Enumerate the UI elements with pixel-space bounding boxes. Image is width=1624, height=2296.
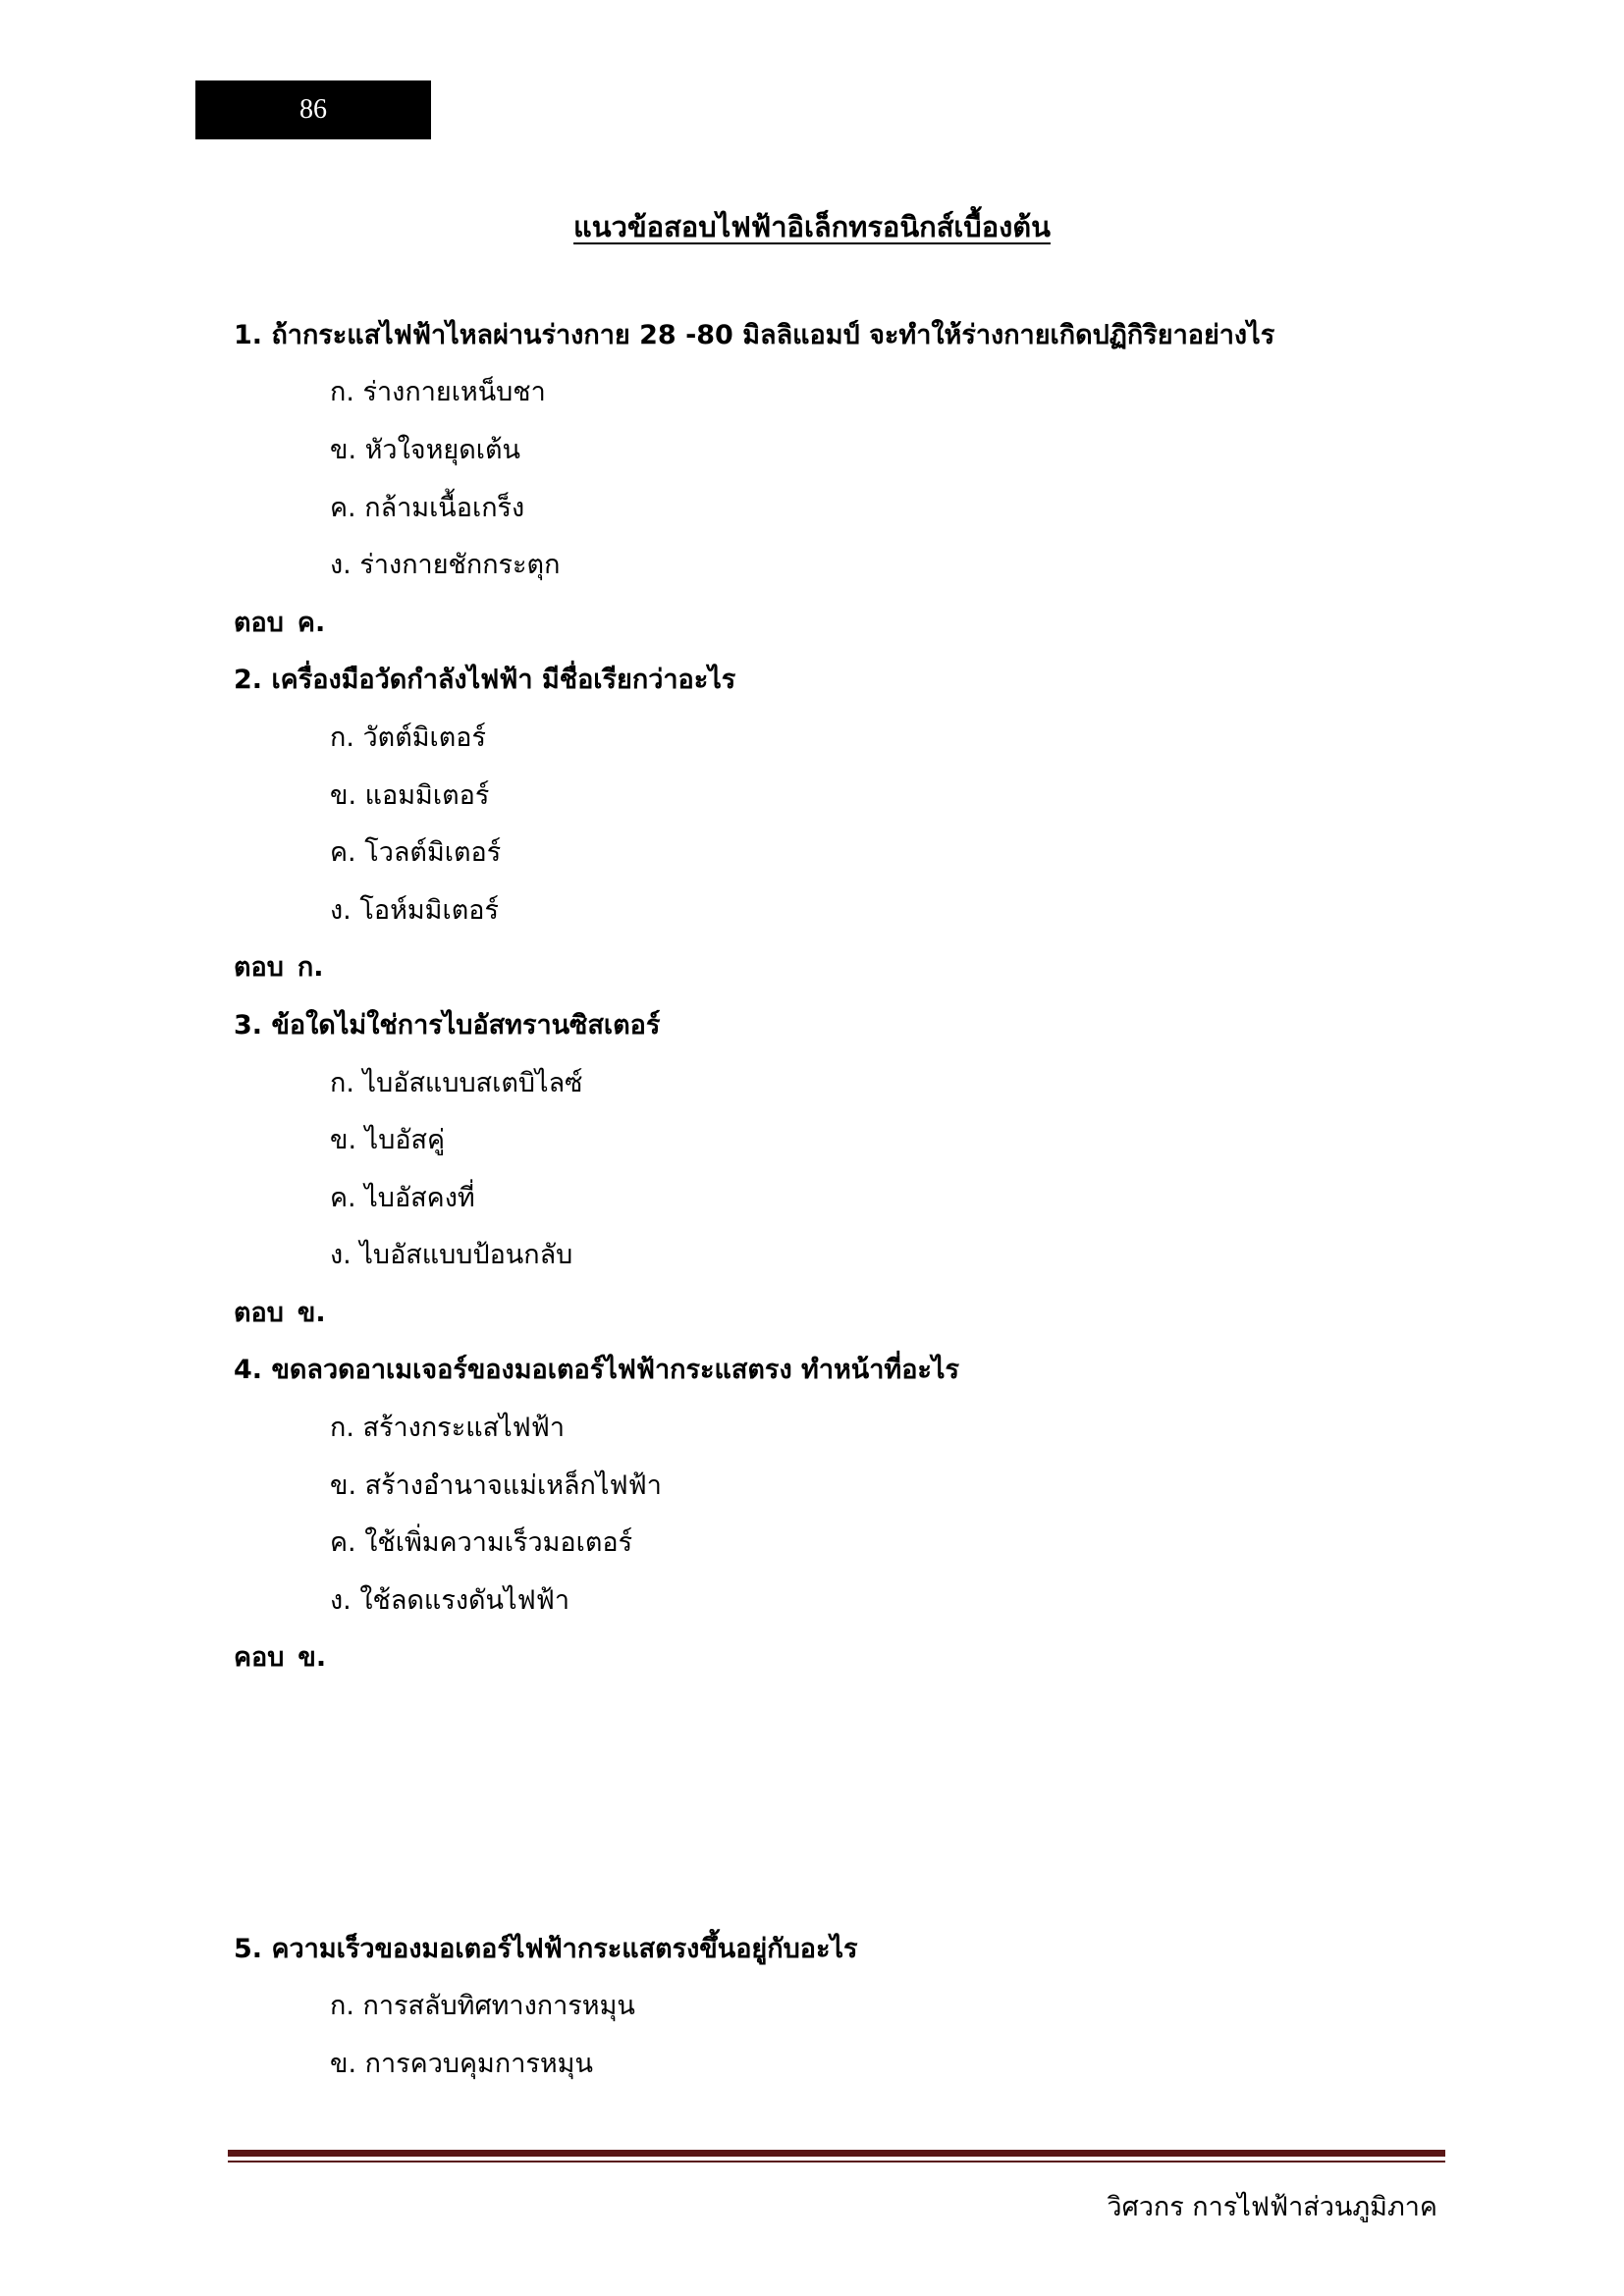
answer-label: ตอบ	[234, 608, 284, 638]
footer-divider-thin	[228, 2161, 1445, 2163]
option: ข. ไบอัสคู่	[330, 1125, 446, 1155]
option: ข. แอมมิเตอร์	[330, 780, 490, 811]
option: ก. สร้างกระแสไฟฟ้า	[330, 1413, 566, 1443]
option: ข. สร้างอำนาจแม่เหล็กไฟฟ้า	[330, 1470, 662, 1501]
answer-label: ตอบ	[234, 952, 284, 983]
answer-label: คอบ	[234, 1642, 285, 1673]
option: ก. การสลับทิศทางการหมุน	[330, 1991, 635, 2021]
option: ก. ร่างกายเหน็บชา	[330, 377, 546, 407]
option: ง. ใช้ลดแรงดันไฟฟ้า	[330, 1585, 569, 1616]
question-2: 2. เครื่องมือวัดกำลังไฟฟ้า มีชื่อเรียกว่าอะไร	[234, 665, 736, 695]
footer-divider	[228, 2150, 1445, 2157]
question-4: 4. ขดลวดอาเมเจอร์ของมอเตอร์ไฟฟ้ากระแสตรง ทำหน้าที่อะไร	[234, 1355, 959, 1385]
answer-1	[234, 608, 325, 639]
option: ค. ไบอัสคงที่	[330, 1183, 475, 1213]
answer-3	[234, 1298, 326, 1329]
page-number: 86	[299, 94, 327, 125]
option: ง. ไบอัสแบบป้อนกลับ	[330, 1240, 573, 1270]
option: ข. หัวใจหยุดเต้น	[330, 435, 520, 465]
answer-value: ก.	[297, 952, 324, 983]
option: ก. วัตต์มิเตอร์	[330, 722, 487, 753]
answer-4	[234, 1642, 326, 1674]
option: ง. โอห์มมิเตอร์	[330, 895, 499, 926]
question-5: 5. ความเร็วของมอเตอร์ไฟฟ้ากระแสตรงขึ้นอยู่กับอะไร	[234, 1934, 858, 1964]
answer-value: ข.	[298, 1642, 327, 1673]
answer-2	[234, 952, 324, 984]
question-1: 1. ถ้ากระแสไฟฟ้าไหลผ่านร่างกาย 28 -80 มิลลิแอมป์ จะทำให้ร่างกายเกิดปฏิกิริยาอย่างไร	[234, 320, 1275, 350]
page-title: แนวข้อสอบไฟฟ้าอิเล็กทรอนิกส์เบื้องต้น	[573, 210, 1051, 243]
answer-label: ตอบ	[234, 1298, 284, 1328]
footer-text: วิศวกร การไฟฟ้าส่วนภูมิภาค	[1107, 2192, 1437, 2222]
option: ง. ร่างกายชักกระตุก	[330, 550, 561, 580]
option: ค. โวลต์มิเตอร์	[330, 837, 502, 868]
option: ค. ใช้เพิ่มความเร็วมอเตอร์	[330, 1527, 633, 1558]
option: ก. ไบอัสแบบสเตบิไลซ์	[330, 1068, 583, 1098]
question-3: 3. ข้อใดไม่ใช่การไบอัสทรานซิสเตอร์	[234, 1010, 661, 1041]
option: ข. การควบคุมการหมุน	[330, 2049, 593, 2079]
answer-value: ข.	[297, 1298, 326, 1328]
answer-value: ค.	[297, 608, 326, 638]
option: ค. กล้ามเนื้อเกร็ง	[330, 493, 525, 523]
